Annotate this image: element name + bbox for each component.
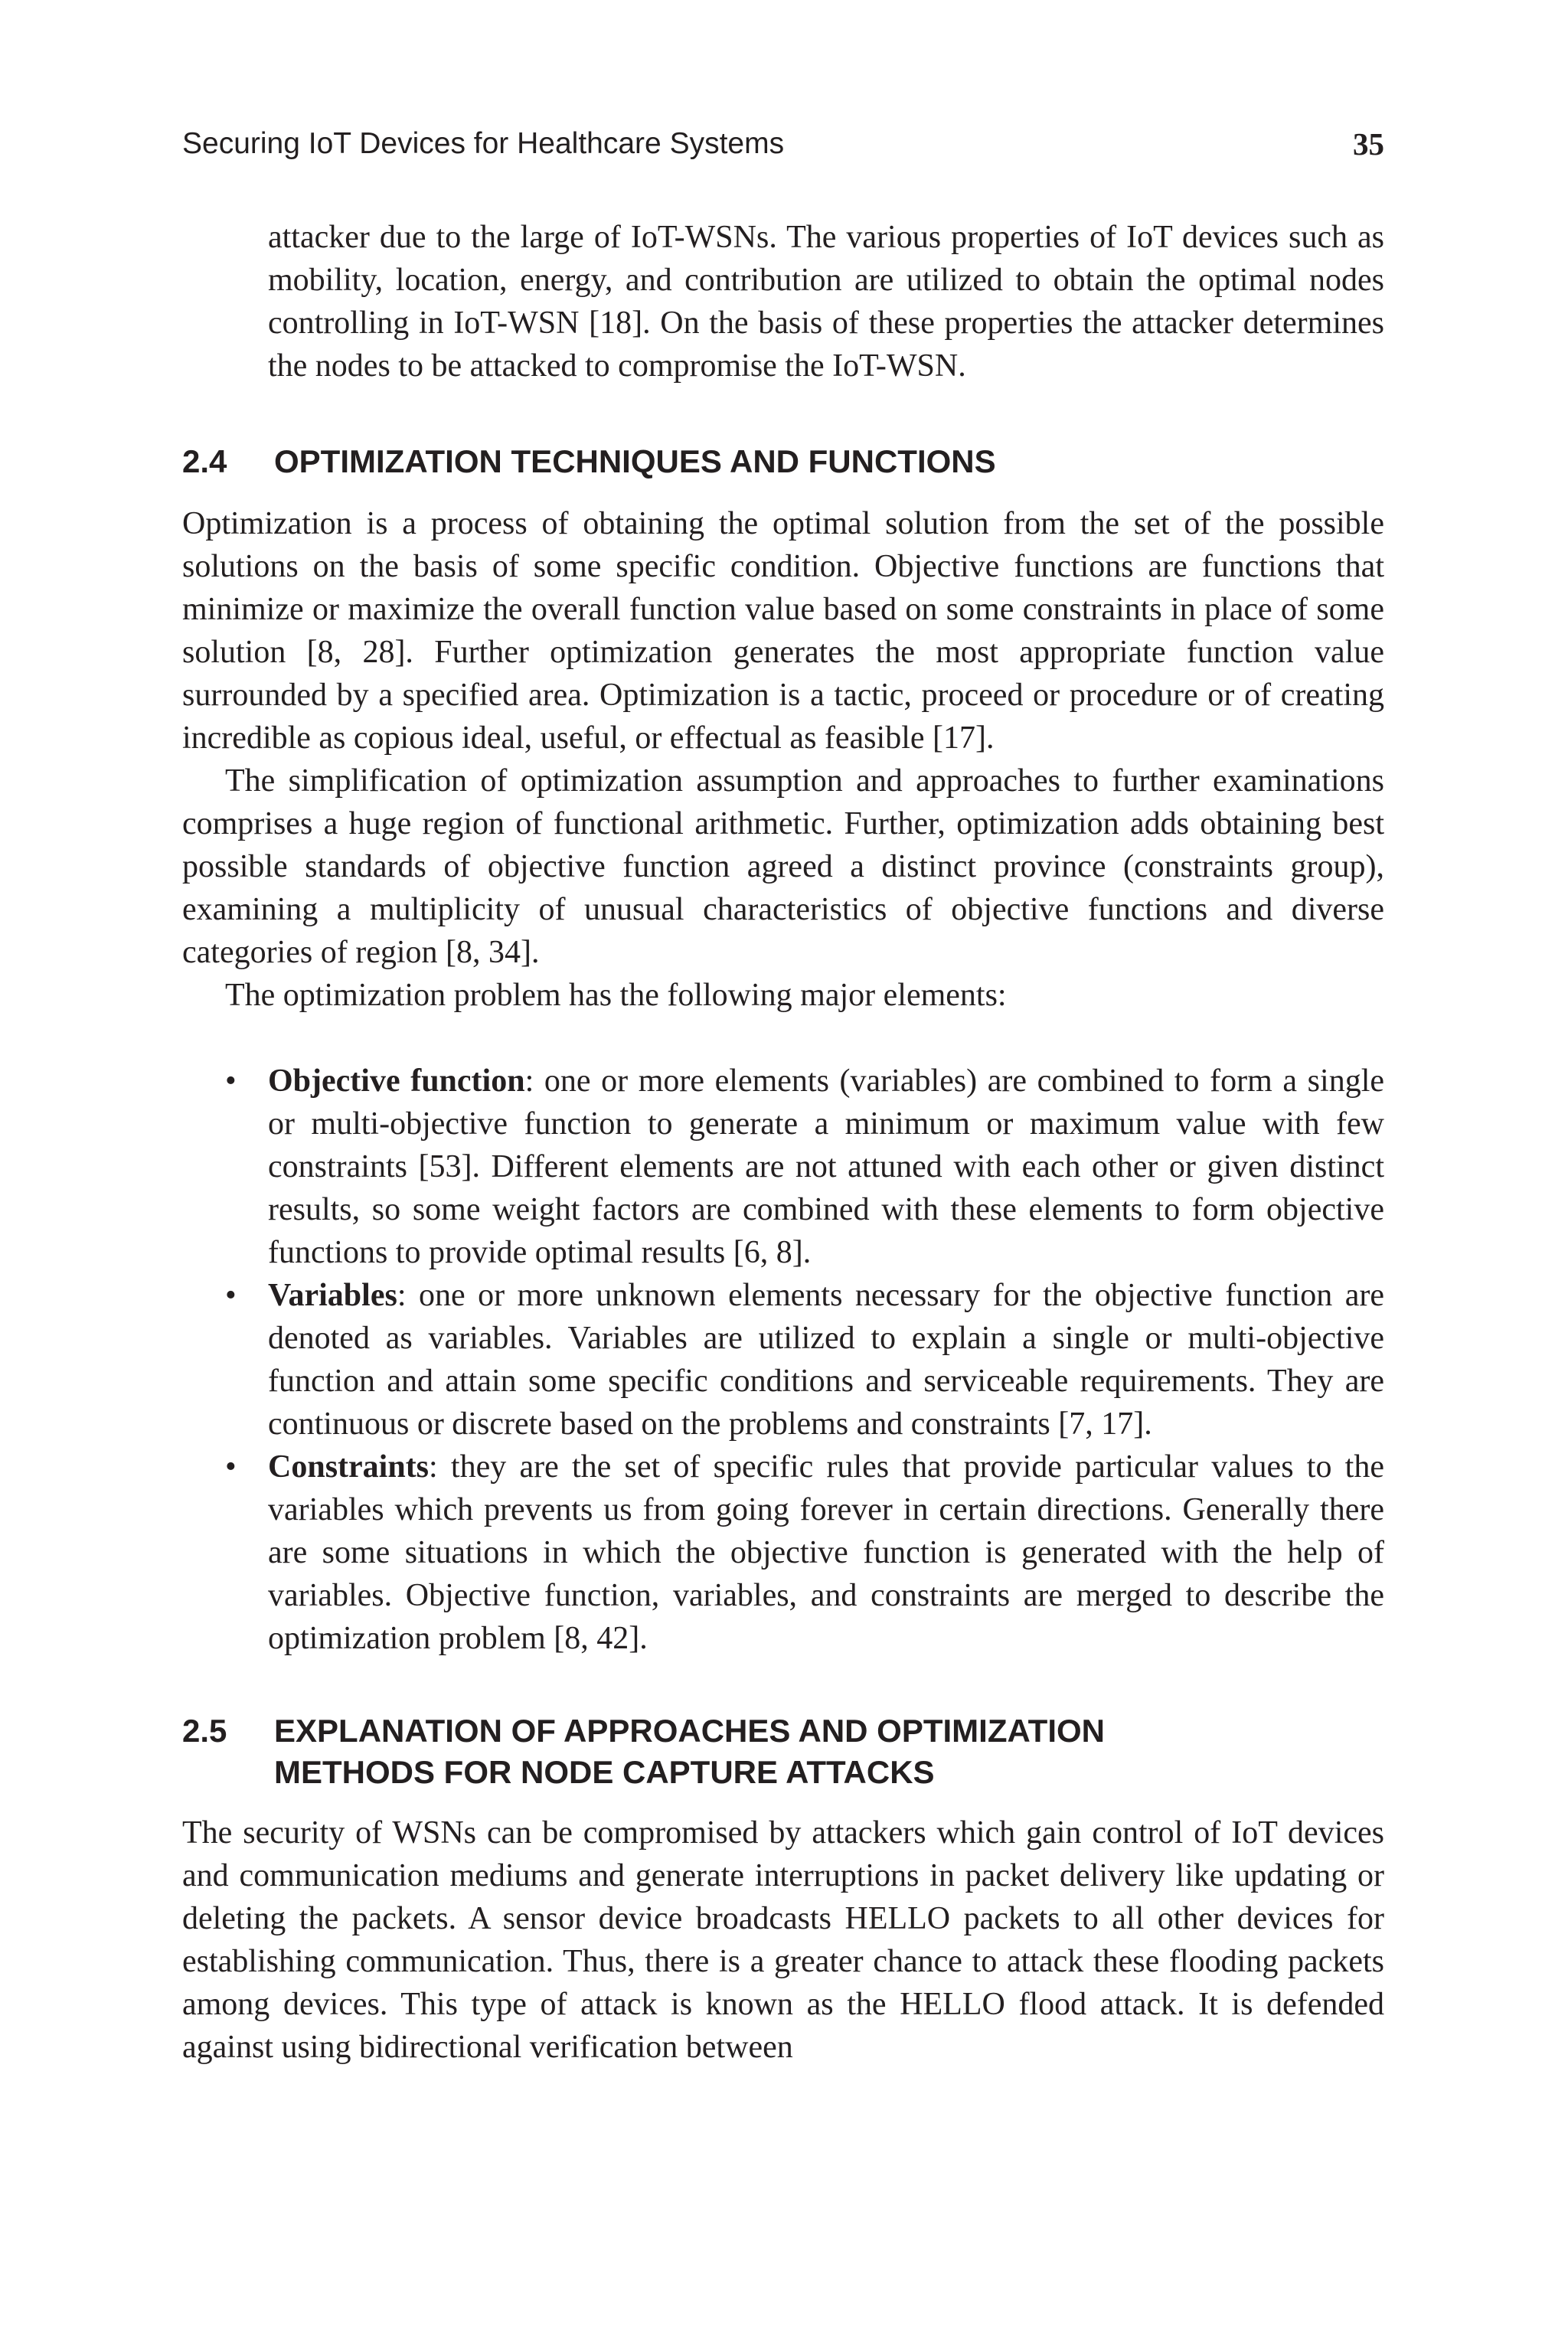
section-title: OPTIMIZATION TECHNIQUES AND FUNCTIONS: [274, 443, 996, 479]
bullet-text: : one or more unknown elements necessary for the objective function are denoted as variables. Variables are utilized to explain a single or multi-objective function and attain some specific conditions and serviceable requirements. They are continuous or discrete based on the problems and constraints [7, 17].: [268, 1278, 1384, 1442]
list-item: [182, 1274, 1384, 1446]
list-item: [182, 1446, 1384, 1660]
intro-paragraph: attacker due to the large of IoT-WSNs. The various properties of IoT devices such as mobility, location, energy, and contribution are utilized to obtain the optimal nodes controlling in IoT-WSN [18]. On the basis of these properties the attacker determines the nodes to be attacked to compromise the IoT-WSN.: [268, 220, 1384, 384]
section-title-line-1: EXPLANATION OF APPROACHES AND OPTIMIZATION: [274, 1713, 1106, 1749]
elements-list: [182, 1060, 1384, 1660]
paragraph: Optimization is a process of obtaining the optimal solution from the set of the possible solutions on the basis of some specific condition. Objective functions are functions that minimize or maximize the overall function value based on some constraints in place of some solution [8, 28]. Further optimization generates the most appropriate function value surrounded by a specified area. Optimization is a tactic, proceed or procedure or of creating incredible as copious ideal, useful, or effectual as feasible [17].: [182, 506, 1384, 756]
section-number: 2.4: [182, 443, 227, 479]
paragraph: The optimization problem has the following major elements:: [225, 978, 1007, 1013]
section-title-line-2: METHODS FOR NODE CAPTURE ATTACKS: [274, 1754, 935, 1790]
bullet-text: : one or more elements (variables) are combined to form a single or multi-objective function to generate a minimum or maximum value with few constraints [53]. Different elements are not attuned with each other or given distinct results, so some weight factors are combined with these elements to form objective functions to provide optimal results [6, 8].: [268, 1063, 1384, 1270]
bullet-term: Variables: [268, 1278, 397, 1313]
bullet-icon: •: [225, 1449, 237, 1485]
section-number: 2.5: [182, 1713, 227, 1749]
running-header: [182, 121, 1384, 167]
bullet-term: Constraints: [268, 1449, 430, 1485]
paragraph: The simplification of optimization assumption and approaches to further examinations comprises a huge region of functional arithmetic. Further, optimization adds obtaining best possible standards of objective function agreed a distinct province (constraints group), examining a multiplicity of unusual characteristics of objective functions and diverse categories of region [8, 34].: [182, 763, 1384, 970]
page-number: 35: [1353, 126, 1384, 162]
section-heading-2-5: [182, 1710, 1384, 1793]
bullet-term: Objective function: [268, 1063, 525, 1099]
section-heading-2-4: [182, 441, 1384, 482]
section-title: [274, 1710, 1384, 1793]
list-item: [182, 1060, 1384, 1274]
bullet-text: : they are the set of specific rules that provide particular values to the variables which prevents us from going forever in certain directions. Generally there are some situations in which the objective function is generated with the help of variables. Objective function, variables, and constraints are merged to describe the optimization problem [8, 42].: [268, 1449, 1384, 1656]
bullet-icon: •: [225, 1278, 237, 1313]
page-body: [182, 216, 1384, 2069]
paragraph: The security of WSNs can be compromised by attackers which gain control of IoT devices and communication mediums and generate interruptions in packet delivery like updating or deleting the packets. A sensor device broadcasts HELLO packets to all other devices for establishing communication. Thus, there is a greater chance to attack these flooding packets among devices. This type of attack is known as the HELLO flood attack. It is defended against using bidirectional verification between: [182, 1815, 1384, 2065]
running-title: Securing IoT Devices for Healthcare Systems: [182, 127, 785, 160]
bullet-icon: •: [225, 1063, 237, 1099]
